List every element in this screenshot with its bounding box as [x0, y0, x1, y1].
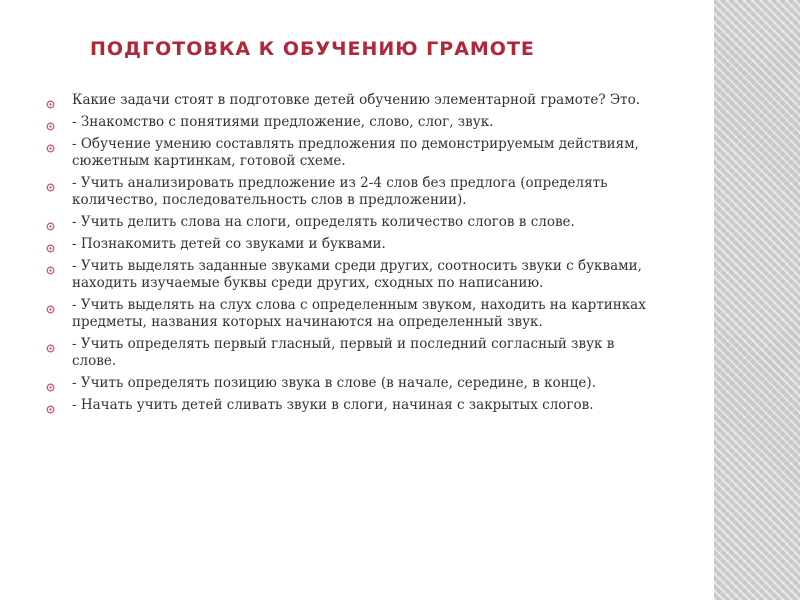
list-item — [44, 236, 656, 253]
list-item — [44, 258, 656, 292]
ring-bullet-icon — [46, 341, 55, 350]
list-item — [44, 114, 656, 131]
list-item-text: - Учить делить слова на слоги, определять количество слогов в слове. — [72, 214, 575, 230]
ring-bullet-icon — [46, 141, 55, 150]
list-item — [44, 136, 656, 170]
list-item-text: - Учить определять первый гласный, первый и последний согласный звук в слове. — [72, 336, 615, 369]
slide-title: ПОДГОТОВКА К ОБУЧЕНИЮ ГРАМОТЕ — [90, 38, 535, 60]
ring-bullet-icon — [46, 241, 55, 250]
ring-bullet-icon — [46, 180, 55, 189]
list-item — [44, 175, 656, 209]
list-item-text: - Учить выделять на слух слова с определенным звуком, находить на картинках предметы, названия которых начинаются на определенный звук. — [72, 297, 646, 330]
ring-bullet-icon — [46, 402, 55, 411]
decorative-side-band — [714, 0, 800, 600]
ring-bullet-icon — [46, 97, 55, 106]
ring-bullet-icon — [46, 380, 55, 389]
ring-bullet-icon — [46, 263, 55, 272]
list-item-text: - Познакомить детей со звуками и буквами. — [72, 236, 386, 252]
ring-bullet-icon — [46, 302, 55, 311]
list-item — [44, 397, 656, 414]
list-item-text: - Учить выделять заданные звуками среди других, соотносить звуки с буквами, находить изучаемые буквы среди других, сходных по написанию. — [72, 258, 642, 291]
ring-bullet-icon — [46, 219, 55, 228]
list-item — [44, 336, 656, 370]
list-item-text: - Начать учить детей сливать звуки в слоги, начиная с закрытых слогов. — [72, 397, 594, 413]
list-item-text: - Учить определять позицию звука в слове (в начале, середине, в конце). — [72, 375, 596, 391]
list-item — [44, 297, 656, 331]
list-item-text: Какие задачи стоят в подготовке детей обучению элементарной грамоте? Это. — [72, 92, 641, 108]
list-item-text: - Знакомство с понятиями предложение, слово, слог, звук. — [72, 114, 494, 130]
list-item — [44, 375, 656, 392]
list-item-text: - Обучение умению составлять предложения по демонстрируемым действиям, сюжетным картинкам, готовой схеме. — [72, 136, 639, 169]
bullet-list — [44, 92, 656, 419]
ring-bullet-icon — [46, 119, 55, 128]
list-item-text: - Учить анализировать предложение из 2-4 слов без предлога (определять количество, последовательность слов в предложении). — [72, 175, 608, 208]
list-item — [44, 92, 656, 109]
list-item — [44, 214, 656, 231]
